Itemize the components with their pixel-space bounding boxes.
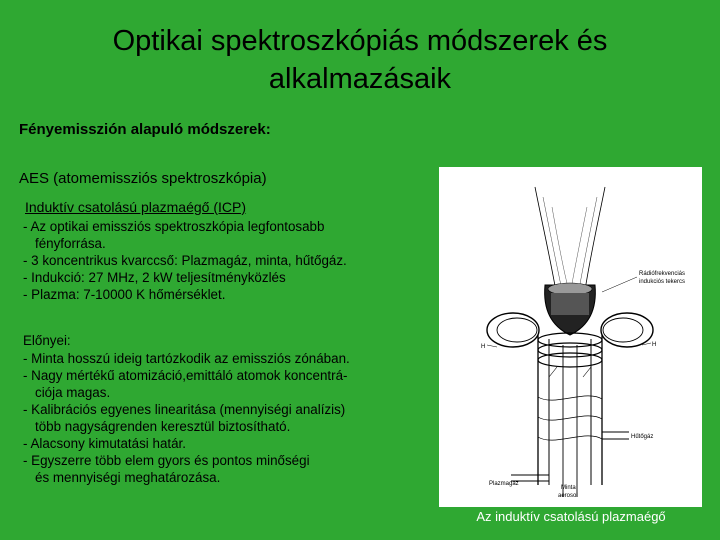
icp-heading: Induktív csatolású plazmaégő (ICP): [25, 199, 246, 215]
label-cooling-gas: Hűtőgáz: [631, 434, 654, 440]
advantages-list: [23, 350, 350, 486]
aes-line: AES (atomemissziós spektroszkópia): [19, 170, 267, 187]
advantage-item: - Egyszerre több elem gyors és pontos minőségi: [23, 453, 310, 468]
label-h-right: H: [652, 342, 657, 348]
advantage-item: - Kalibrációs egyenes linearitása (mennyiségi analízis): [23, 402, 346, 417]
icp-item: fényforrása.: [35, 236, 106, 251]
advantage-item: - Alacsony kimutatási határ.: [23, 436, 186, 451]
icp-torch-figure: [439, 167, 702, 507]
slide-title-line-1: Optikai spektroszkópiás módszerek és: [112, 25, 608, 57]
slide-title-line-2: alkalmazásaik: [268, 63, 452, 95]
icp-item: - Indukció: 27 MHz, 2 kW teljesítményközlés: [23, 270, 286, 285]
label-coil-1: Rádiófrekvenciás: [639, 271, 686, 277]
advantage-item: több nagyságrenden keresztül biztosítható.: [35, 419, 291, 434]
figure-caption: Az induktív csatolású plazmaégő: [476, 509, 666, 524]
advantage-item: és mennyiségi meghatározása.: [35, 470, 221, 485]
label-coil-2: indukciós tekercs: [639, 279, 686, 285]
icp-item: - 3 koncentrikus kvarccső: Plazmagáz, minta, hűtőgáz.: [23, 253, 347, 268]
label-plasma-gas: Plazmagáz: [489, 481, 519, 487]
advantage-item: - Minta hosszú ideig tartózkodik az emissziós zónában.: [23, 351, 350, 366]
advantage-item: ciója magas.: [35, 385, 111, 400]
slide-title: [40, 22, 680, 98]
icp-item: - Plazma: 7-10000 K hőmérséklet.: [23, 287, 226, 302]
advantages-heading: Előnyei:: [23, 333, 71, 348]
icp-item: - Az optikai emissziós spektroszkópia legfontosabb: [23, 219, 325, 234]
advantage-item: - Nagy mértékű atomizáció,emittáló atomok koncentrá-: [23, 368, 348, 383]
label-sample-1: Minta: [561, 485, 576, 491]
icp-list: [23, 218, 347, 303]
label-h-left: H: [481, 344, 486, 350]
section-subheading: Fényemisszión alapuló módszerek:: [19, 121, 271, 138]
flame-outline: [535, 187, 605, 297]
label-sample-2: aerosol: [558, 493, 578, 499]
icp-torch-drawing: [439, 167, 702, 507]
